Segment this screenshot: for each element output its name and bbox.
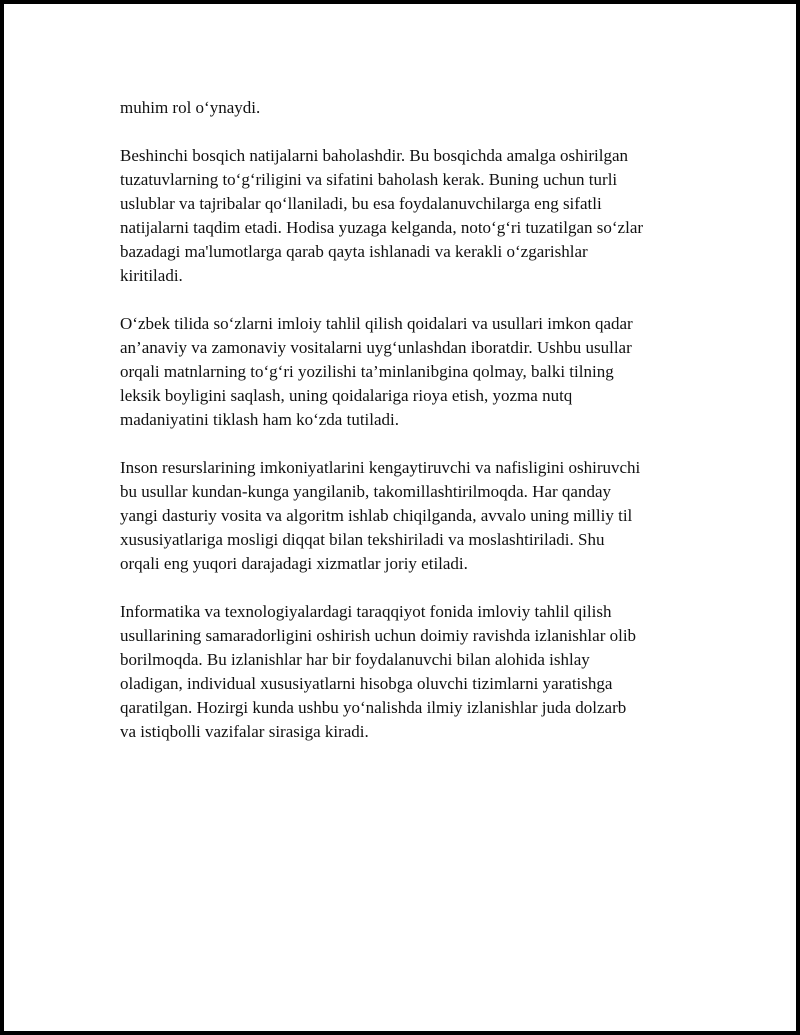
text-line: xususiyatlariga mosligi diqqat bilan tekshiriladi va moslashtiriladi. Shu: [120, 530, 605, 549]
paragraph-5: [120, 600, 700, 744]
text-line: Informatika va texnologiyalardagi taraqqiyot fonida imloviy tahlil qilish: [120, 602, 612, 621]
text-line: tuzatuvlarning to‘g‘riligini va sifatini baholash kerak. Buning uchun turli: [120, 170, 618, 189]
text-line: madaniyatini tiklash ham ko‘zda tutiladi.: [120, 410, 400, 429]
text-line: muhim rol o‘ynaydi.: [120, 98, 261, 117]
text-line: yangi dasturiy vosita va algoritm ishlab chiqilganda, avvalo uning milliy til: [120, 506, 633, 525]
paragraph-4: [120, 456, 700, 576]
text-line: qaratilgan. Hozirgi kunda ushbu yo‘nalishda ilmiy izlanishlar juda dolzarb: [120, 698, 627, 717]
text-line: orqali matnlarning to‘g‘ri yozilishi ta’minlanibgina qolmay, balki tilning: [120, 362, 614, 381]
text-line: natijalarni taqdim etadi. Hodisa yuzaga kelganda, noto‘g‘ri tuzatilgan so‘zlar: [120, 218, 644, 237]
text-line: bazadagi ma'lumotlarga qarab qayta ishlanadi va kerakli o‘zgarishlar: [120, 242, 588, 261]
text-line: oladigan, individual xususiyatlarni hisobga oluvchi tizimlarni yaratishga: [120, 674, 613, 693]
paragraph-2: [120, 144, 700, 288]
text-line: leksik boyligini saqlash, uning qoidalariga rioya etish, yozma nutq: [120, 386, 573, 405]
text-line: orqali eng yuqori darajadagi xizmatlar joriy etiladi.: [120, 554, 468, 573]
text-line: kiritiladi.: [120, 266, 183, 285]
text-line: Beshinchi bosqich natijalarni baholashdir. Bu bosqichda amalga oshirilgan: [120, 146, 629, 165]
text-line: usullarining samaradorligini oshirish uchun doimiy ravishda izlanishlar olib: [120, 626, 637, 645]
text-line: borilmoqda. Bu izlanishlar har bir foydalanuvchi bilan alohida ishlay: [120, 650, 590, 669]
text-line: va istiqbolli vazifalar sirasiga kiradi.: [120, 722, 369, 741]
text-line: O‘zbek tilida so‘zlarni imloiy tahlil qilish qoidalari va usullari imkon qadar: [120, 314, 633, 333]
text-line: uslublar va tajribalar qo‘llaniladi, bu esa foydalanuvchilarga eng sifatli: [120, 194, 602, 213]
paragraph-1: [120, 96, 700, 120]
text-line: bu usullar kundan-kunga yangilanib, takomillashtirilmoqda. Har qanday: [120, 482, 611, 501]
paragraph-3: [120, 312, 700, 432]
text-line: an’anaviy va zamonaviy vositalarni uyg‘unlashdan iboratdir. Ushbu usullar: [120, 338, 632, 357]
document-body: [120, 96, 700, 768]
text-line: Inson resurslarining imkoniyatlarini kengaytiruvchi va nafisligini oshiruvchi: [120, 458, 641, 477]
